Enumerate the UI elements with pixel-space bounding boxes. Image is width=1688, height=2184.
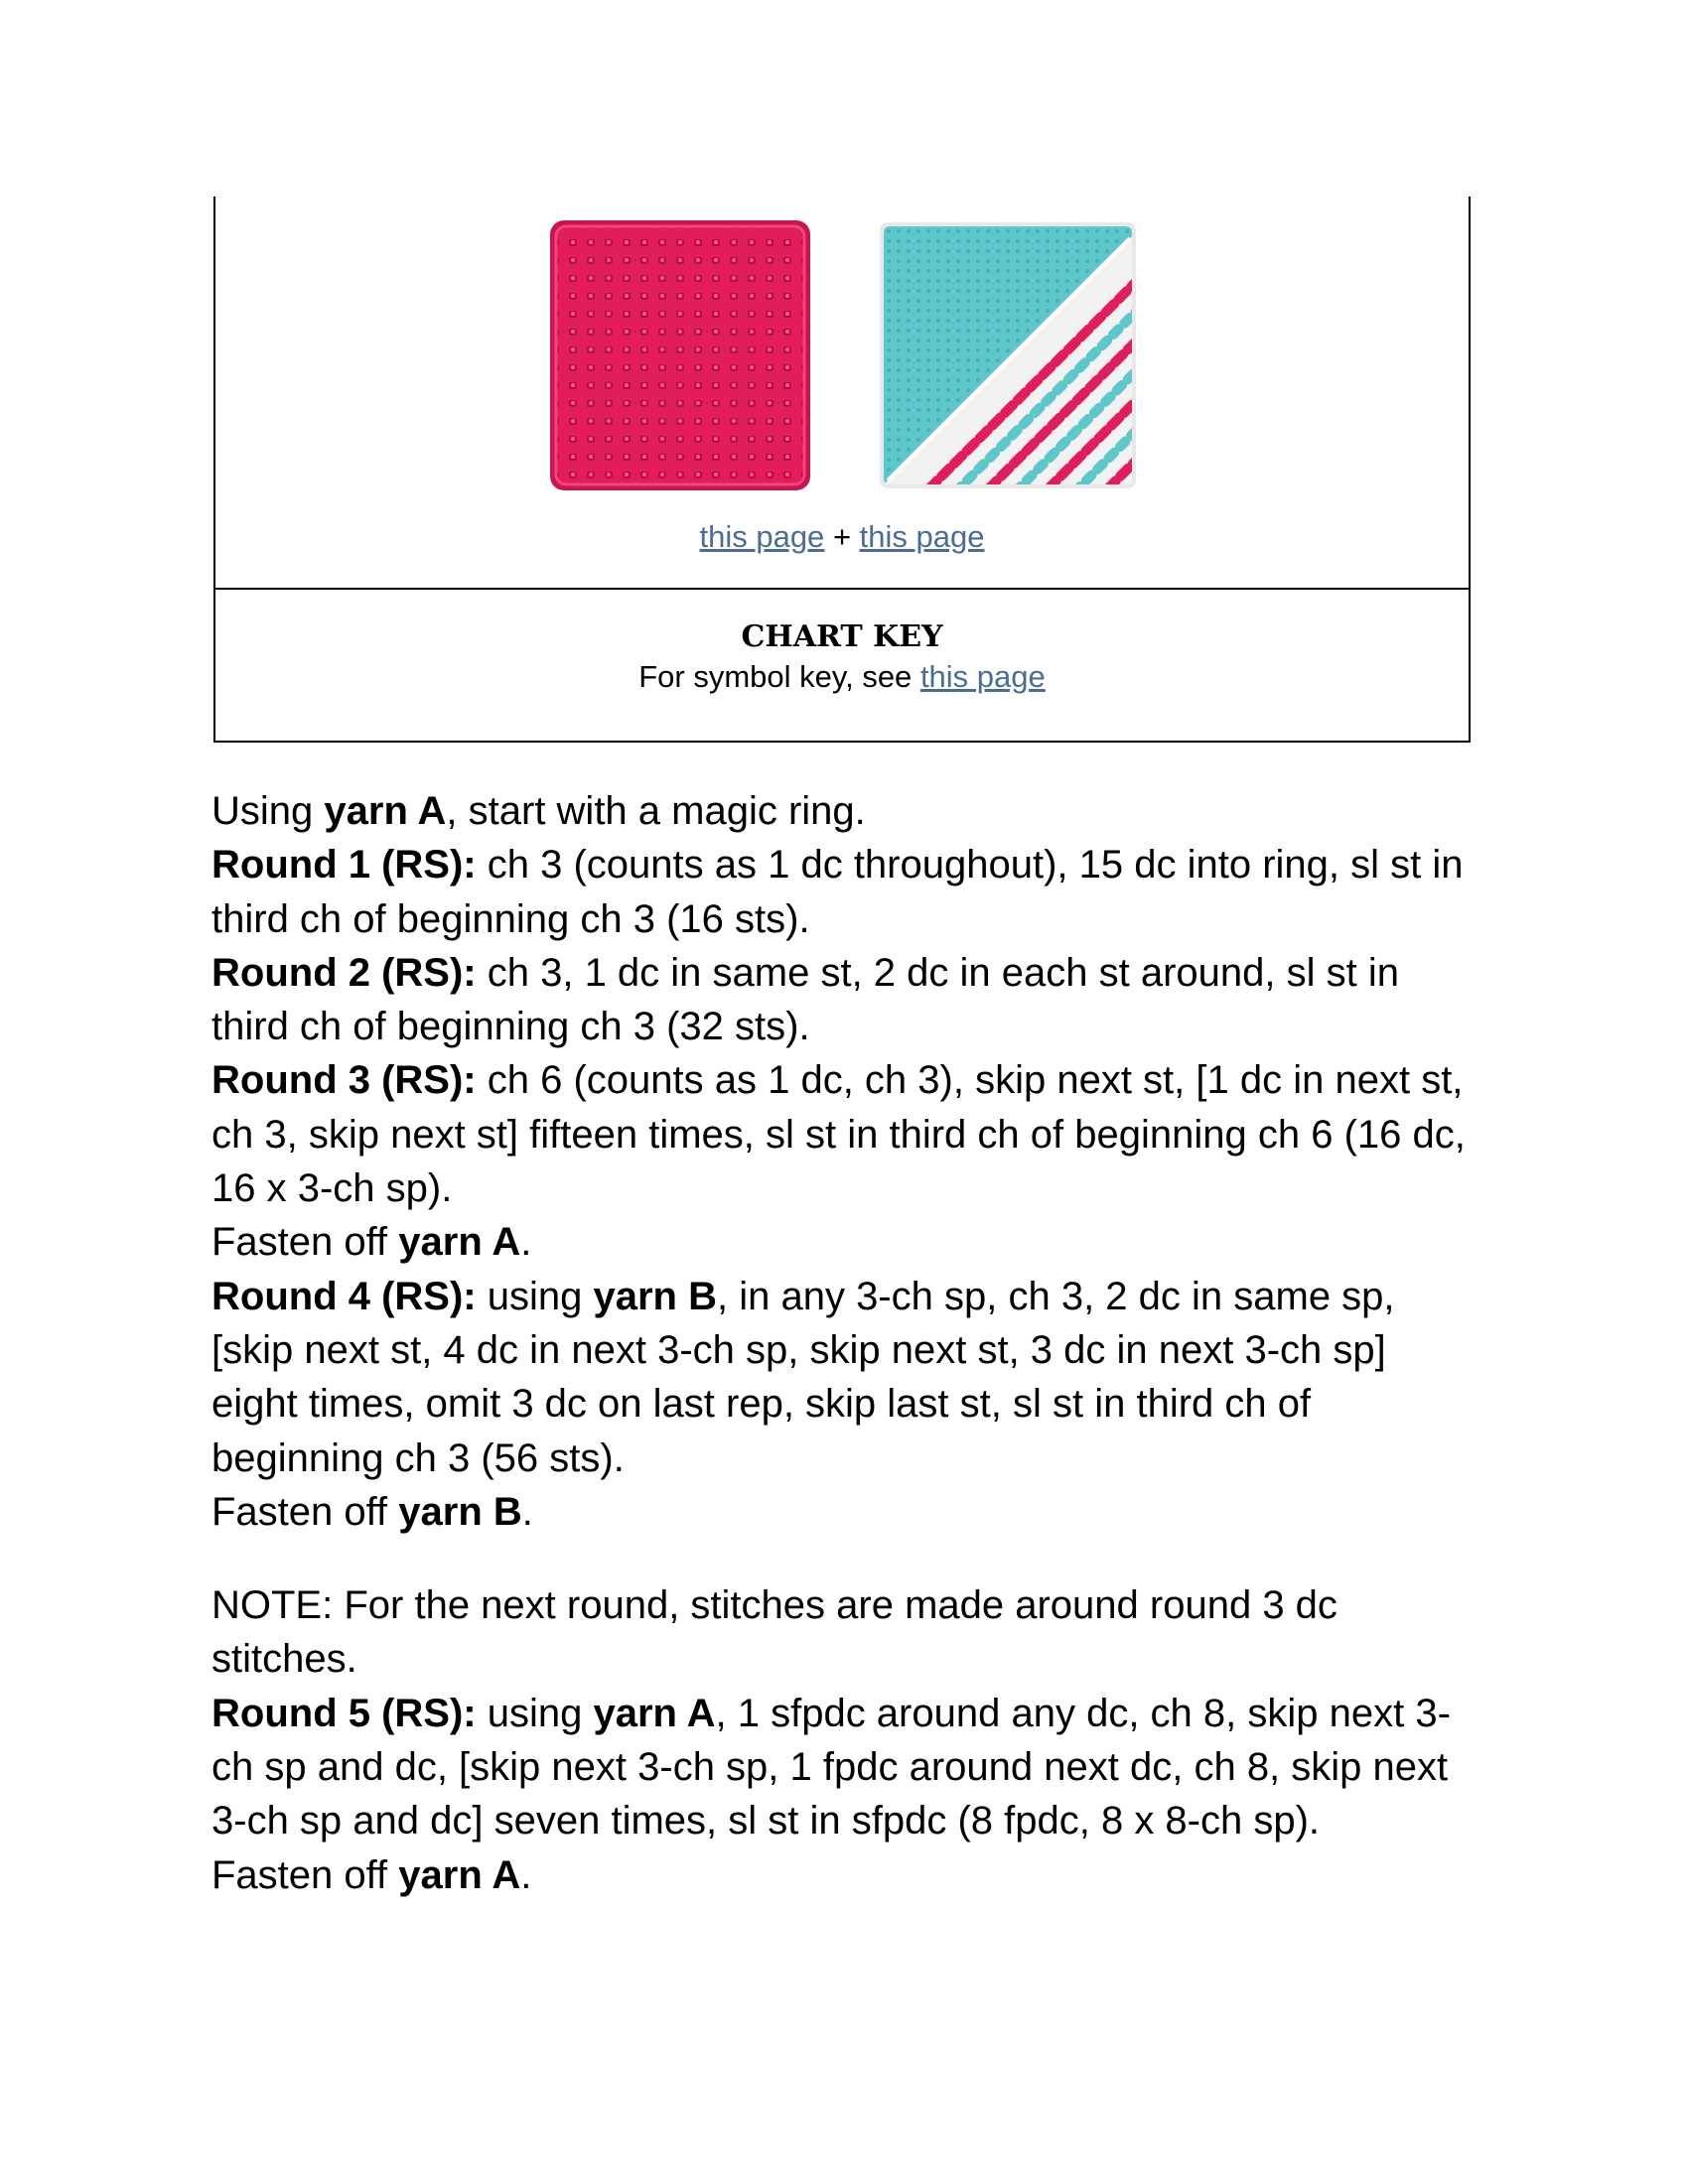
round-label: Round 3 (RS): [211,1058,477,1103]
fasten-off-end: . [520,1220,532,1265]
round-label: Round 1 (RS): [211,843,477,887]
paragraph-gap [211,1539,1482,1578]
pattern-instructions [211,784,1482,1902]
fasten-off-text: Fasten off [211,1489,399,1534]
yarn-label: yarn A [324,789,447,833]
intro-line [211,784,1482,838]
yarn-label: yarn A [398,1852,521,1897]
fasten-off-yarn-a-2 [211,1848,1482,1902]
chart-key-title: CHART KEY [741,619,943,654]
round-text: ch 3, 1 dc in same st, 2 dc in each st around, sl st in third ch of beginning ch 3 (32 sts). [211,950,1399,1049]
round-text-rest: , in any 3-ch sp, ch 3, 2 dc in same sp, [skip next st, 4 dc in next 3-ch sp, skip next st, 3 dc in next 3-ch sp] eight times, omit 3 dc on last rep, skip last st, sl st in third ch of beginning ch 3 (56 sts). [211,1274,1395,1480]
page-link-1[interactable]: this page [699,519,825,554]
fasten-off-yarn-a-1 [211,1215,1482,1269]
round-label: Round 4 (RS): [211,1274,477,1318]
plus-sign: + [832,519,852,554]
chart-key-note [215,659,1469,695]
fasten-off-text: Fasten off [211,1220,399,1265]
symbol-key-link[interactable]: this page [919,659,1046,694]
round-text: using [476,1274,594,1318]
granny-square-image [546,216,814,494]
round-label: Round 5 (RS): [211,1691,477,1735]
round-text: ch 3 (counts as 1 dc throughout), 15 dc into ring, sl st in third ch of beginning ch 3 (16 sts). [211,843,1464,941]
fasten-off-end: . [521,1489,533,1534]
intro-text: Using [211,789,325,833]
fasten-off-text: Fasten off [211,1852,399,1897]
yarn-label: yarn B [398,1489,522,1534]
chart-key-box [213,590,1471,743]
fasten-off-end: . [520,1852,532,1897]
yarn-label: yarn A [593,1691,716,1735]
note: NOTE: For the next round, stitches are made around round 3 dc stitches. [211,1583,1337,1682]
figure-links [215,519,1469,555]
round-text-rest: , 1 sfpdc around any dc, ch 8, skip next 3-ch sp and dc, [skip next 3-ch sp, 1 fpdc around next dc, ch 8, skip next 3-ch sp and dc] seven times, sl st in sfpdc (8 fpdc, 8 x 8-ch sp). [211,1691,1451,1843]
figure-box [213,197,1471,590]
intro-text-end: , start with a magic ring. [446,789,866,833]
round-5 [211,1687,1482,1848]
round-4 [211,1270,1482,1485]
chart-key-note-text: For symbol key, see [638,659,913,694]
fasten-off-yarn-b [211,1485,1482,1539]
swatch-images [215,206,1469,494]
page-link-2[interactable]: this page [859,519,985,554]
round-2 [211,946,1482,1054]
yarn-label: yarn A [398,1220,521,1265]
round-1 [211,838,1482,946]
yarn-label: yarn B [593,1274,717,1318]
round-text: using [476,1691,594,1735]
round-3 [211,1053,1482,1215]
round-text: ch 6 (counts as 1 dc, ch 3), skip next st, [1 dc in next st, ch 3, skip next st] fifteen times, sl st in third ch of beginning ch 6 (16 dc, 16 x 3-ch sp). [211,1058,1466,1211]
round-label: Round 2 (RS): [211,950,477,995]
tapestry-square-image [874,216,1142,494]
